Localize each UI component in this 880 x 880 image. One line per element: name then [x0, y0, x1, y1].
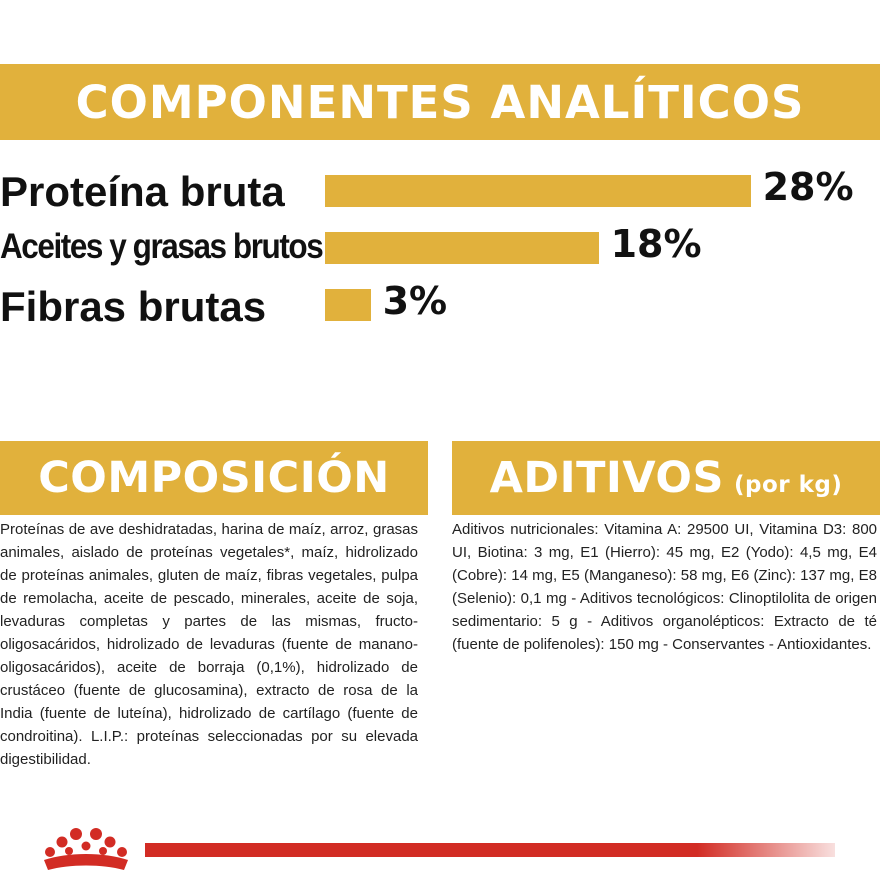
additives-unit: (por kg)	[733, 472, 843, 498]
additives-banner	[452, 441, 880, 515]
analytic-components-banner	[0, 64, 880, 140]
footer-divider	[145, 843, 835, 857]
additives-title: ADITIVOS	[489, 453, 724, 503]
fat-value: 18%	[610, 222, 702, 266]
additives-text: Aditivos nutricionales: Vitamina A: 29500 UI, Vitamina D3: 800 UI, Biotina: 3 mg, E1 (Hierro): 45 mg, E2 (Yodo): 4,5 mg, E4 (Cobre): 14 mg, E5 (Manganeso): 58 mg, E6 (Zinc): 137 mg, E8 (Selenio): 0,1 mg - Aditivos tecnológicos: Clinoptilolita de origen sedimentario: 5 g - Aditivos organolépticos: Extracto de té (fuente de polifenoles): 150 mg - Conservantes - Antioxidantes.	[452, 521, 877, 653]
protein-value: 28%	[762, 165, 854, 209]
fat-label: Aceites y grasas brutos	[0, 227, 323, 266]
fiber-label: Fibras brutas	[0, 283, 267, 330]
protein-label: Proteína bruta	[0, 168, 285, 215]
royal-canin-crown-icon	[38, 822, 134, 874]
fat-bar	[325, 232, 599, 264]
composition-text: Proteínas de ave deshidratadas, harina de maíz, arroz, grasas animales, aislado de proteínas vegetales*, maíz, hidrolizado de proteínas animales, gluten de maíz, fibras vegetales, pulpa de remolacha, aceite de pescado, minerales, aceite de soja, levaduras completas y partes de las mismas, fructo-oligosacáridos, hidrolizado de levaduras (fuente de manano-oligosacáridos), aceite de borraja (0,1%), hidrolizado de crustáceo (fuente de glucosamina), extracto de rosa de la India (fuente de luteína), hidrolizado de cartílago (fuente de condroitina). L.I.P.: proteínas seleccionadas por su elevada digestibilidad.	[0, 521, 418, 768]
composition-title: COMPOSICIÓN	[38, 453, 390, 503]
fiber-bar	[325, 289, 371, 321]
protein-bar	[325, 175, 751, 207]
fiber-value: 3%	[382, 279, 448, 323]
composition-banner	[0, 441, 428, 515]
analytic-components-title: COMPONENTES ANALÍTICOS	[75, 75, 805, 129]
